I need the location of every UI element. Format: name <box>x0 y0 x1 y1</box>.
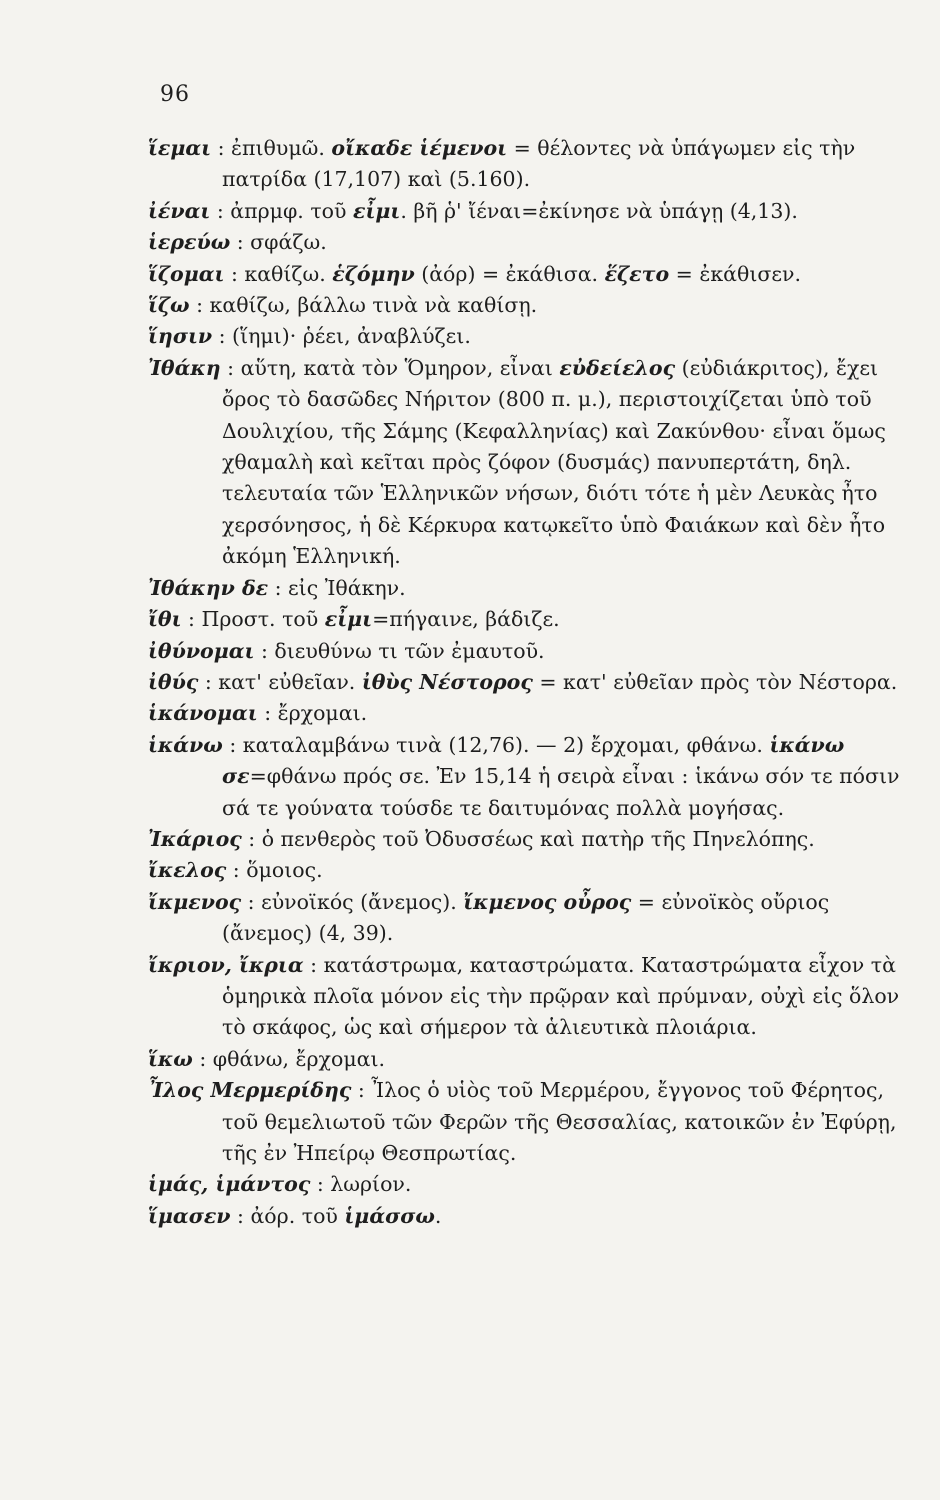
phrase: εὐδείελος <box>559 355 676 380</box>
definition-text: : κατ' εὐθεῖαν. <box>198 669 362 694</box>
definition-text: =φθάνω πρός σε. Ἐν 15,14 ἡ σειρὰ εἶναι : ἱκάνω σόν τε πόσιν σά τε γούνατα τούσδε τε δαιτυμόνας πολλὰ μογήσας. <box>222 764 900 820</box>
definition-text: : κατάστρωμα, καταστρώματα. Καταστρώματα εἶχον τὰ ὁμηρικὰ πλοῖα μόνον εἰς τὴν πρῷραν καὶ πρύμναν, οὐχὶ εἰς ὅλον τὸ σκάφος, ὡς καὶ σήμερον τὰ ἁλιευτικὰ πλοιάρια. <box>222 952 900 1040</box>
definition-text: : ὁ πενθερὸς τοῦ Ὀδυσσέως καὶ πατὴρ τῆς Πηνελόπης. <box>241 826 815 851</box>
headword: ἵεμαι <box>148 136 212 160</box>
phrase: ἱμάσσω <box>344 1203 435 1228</box>
definition-text: : εἰς Ἰθάκην. <box>268 575 406 600</box>
definition-text: : καταλαμβάνω τινὰ (12,76). — 2) ἔρχομαι, φθάνω. <box>222 732 770 757</box>
definition-text: = κατ' εὐθεῖαν πρὸς τὸν Νέστορα. <box>532 669 898 694</box>
dictionary-entry <box>148 353 908 573</box>
dictionary-entry <box>148 321 908 352</box>
dictionary-entry <box>148 1169 908 1200</box>
definition-text: : (ἵημι)· ῥέει, ἀναβλύζει. <box>212 324 471 349</box>
definition-text: = ἐκάθισεν. <box>669 261 801 286</box>
phrase: εἶμι <box>324 607 373 632</box>
headword: Ἶλος Μερμερίδης <box>148 1078 352 1103</box>
definition-text: : ἔρχομαι. <box>257 701 368 726</box>
dictionary-entry <box>148 950 908 1044</box>
definition-text: : ἐπιθυμῶ. <box>211 136 332 160</box>
definition-text: : καθίζω, βάλλω τινὰ νὰ καθίσῃ. <box>189 293 538 318</box>
phrase: ἑζόμην <box>332 261 415 286</box>
headword: ἰθύς <box>148 669 199 694</box>
headword: Ἰθάκη <box>148 355 221 380</box>
definition-text: (εὐδιάκριτος), ἔχει ὄρος τὸ δασῶδες Νήριτον (800 π. μ.), περιστοιχίζεται ὑπὸ τοῦ Δουλιχίου, τῆς Σάμης (Κεφαλληνίας) καὶ Ζακύνθου· εἶναι ὅμως χθαμαλὴ καὶ κεῖται πρὸς ζόφον (δυσμάς) πανυπερτάτη, δηλ. τελευταία τῶν Ἑλληνικῶν νήσων, διότι τότε ἡ μὲν Λευκὰς ἦτο χερσόνησος, ἡ δὲ Κέρκυρα κατῳκεῖτο ὑπὸ Φαιάκων καὶ δὲν ἦτο ἀκόμη Ἑλληνική. <box>222 355 886 569</box>
headword: ἱκάνω <box>148 732 223 757</box>
dictionary-entry <box>148 1075 908 1169</box>
definition-text: = θέλοντες νὰ ὑπάγωμεν εἰς τὴν πατρίδα (17,107) καὶ (5.160). <box>222 136 856 192</box>
headword: Ἰκάριος <box>148 826 242 851</box>
dictionary-entry <box>148 133 908 196</box>
entry-list <box>148 133 908 1232</box>
page-number: 96 <box>160 82 190 107</box>
dictionary-entry <box>148 227 908 258</box>
definition-text: = εὐνοϊκὸς οὔριος (ἄνεμος) (4, 39). <box>222 889 830 946</box>
definition-text: . βῆ ῥ' ἴέναι=ἐκίνησε νὰ ὑπάγῃ (4,13). <box>400 198 798 223</box>
dictionary-entry <box>148 698 908 729</box>
definition-text: : Ἶλος ὁ υἱὸς τοῦ Μερμέρου, ἔγγονος τοῦ Φέρητος, τοῦ θεμελιωτοῦ τῶν Φερῶν τῆς Θεσσαλίας, κατοικῶν ἐν Ἐφύρῃ, τῆς ἐν Ἠπείρῳ Θεσπρωτίας. <box>222 1078 897 1165</box>
phrase: ἱκάνω σε <box>222 732 845 789</box>
definition-text: : εὐνοϊκός (ἄνεμος). <box>241 889 464 914</box>
headword: ἵζω <box>148 293 190 318</box>
definition-text: : καθίζω. <box>224 261 333 286</box>
dictionary-entry <box>148 636 908 667</box>
definition-text: : ὅμοιος. <box>226 858 323 883</box>
definition-text: : φθάνω, ἔρχομαι. <box>192 1046 386 1071</box>
headword: ἵζομαι <box>148 261 225 286</box>
headword: ἴκριον, ἴκρια <box>148 952 304 977</box>
dictionary-entry <box>148 1201 908 1232</box>
dictionary-entry <box>148 730 908 824</box>
definition-text: : σφάζω. <box>230 230 327 255</box>
headword: ἴκμενος <box>148 889 242 914</box>
definition-text: : ἀπρμφ. τοῦ <box>210 198 353 223</box>
phrase: ἕζετο <box>604 261 670 286</box>
definition-text: : διευθύνω τι τῶν ἐμαυτοῦ. <box>254 638 545 663</box>
phrase: ἴκμενος οὖρος <box>463 889 632 914</box>
dictionary-entry <box>148 604 908 635</box>
headword: Ἰθάκην δε <box>148 575 269 600</box>
dictionary-entry <box>148 259 908 290</box>
dictionary-entry <box>148 887 908 950</box>
definition-text: : ἀόρ. τοῦ <box>230 1203 345 1228</box>
headword: ἴθι <box>148 607 182 632</box>
dictionary-entry <box>148 667 908 698</box>
phrase: ἰθὺς Νέστορος <box>361 669 533 694</box>
dictionary-entry <box>148 855 908 886</box>
definition-text: : αὕτη, κατὰ τὸν Ὅμηρον, εἶναι <box>220 355 560 380</box>
headword: ἴκελος <box>148 858 227 883</box>
definition-text: : Προστ. τοῦ <box>181 607 325 632</box>
headword: ἵμασεν <box>148 1203 231 1228</box>
headword: ἰέναι <box>148 198 211 223</box>
phrase: οἴκαδε ἱέμενοι <box>331 136 508 160</box>
headword: ἱμάς, ἱμάντος <box>148 1172 311 1197</box>
phrase: εἶμι <box>353 198 401 223</box>
dictionary-entry <box>148 1044 908 1075</box>
dictionary-entry <box>148 196 908 227</box>
dictionary-entry <box>148 290 908 321</box>
definition-text: =πήγαινε, βάδιζε. <box>372 607 560 632</box>
definition-text: : λωρίον. <box>310 1172 412 1197</box>
dictionary-entry <box>148 824 908 855</box>
dictionary-entry <box>148 573 908 604</box>
definition-text: (ἀόρ) = ἐκάθισα. <box>414 261 605 286</box>
headword: ἵκω <box>148 1046 193 1071</box>
definition-text: . <box>434 1203 442 1228</box>
headword: ἱερεύω <box>148 230 231 255</box>
headword: ἱκάνομαι <box>148 701 258 726</box>
headword: ἵησιν <box>148 324 213 349</box>
headword: ἰθύνομαι <box>148 638 255 663</box>
